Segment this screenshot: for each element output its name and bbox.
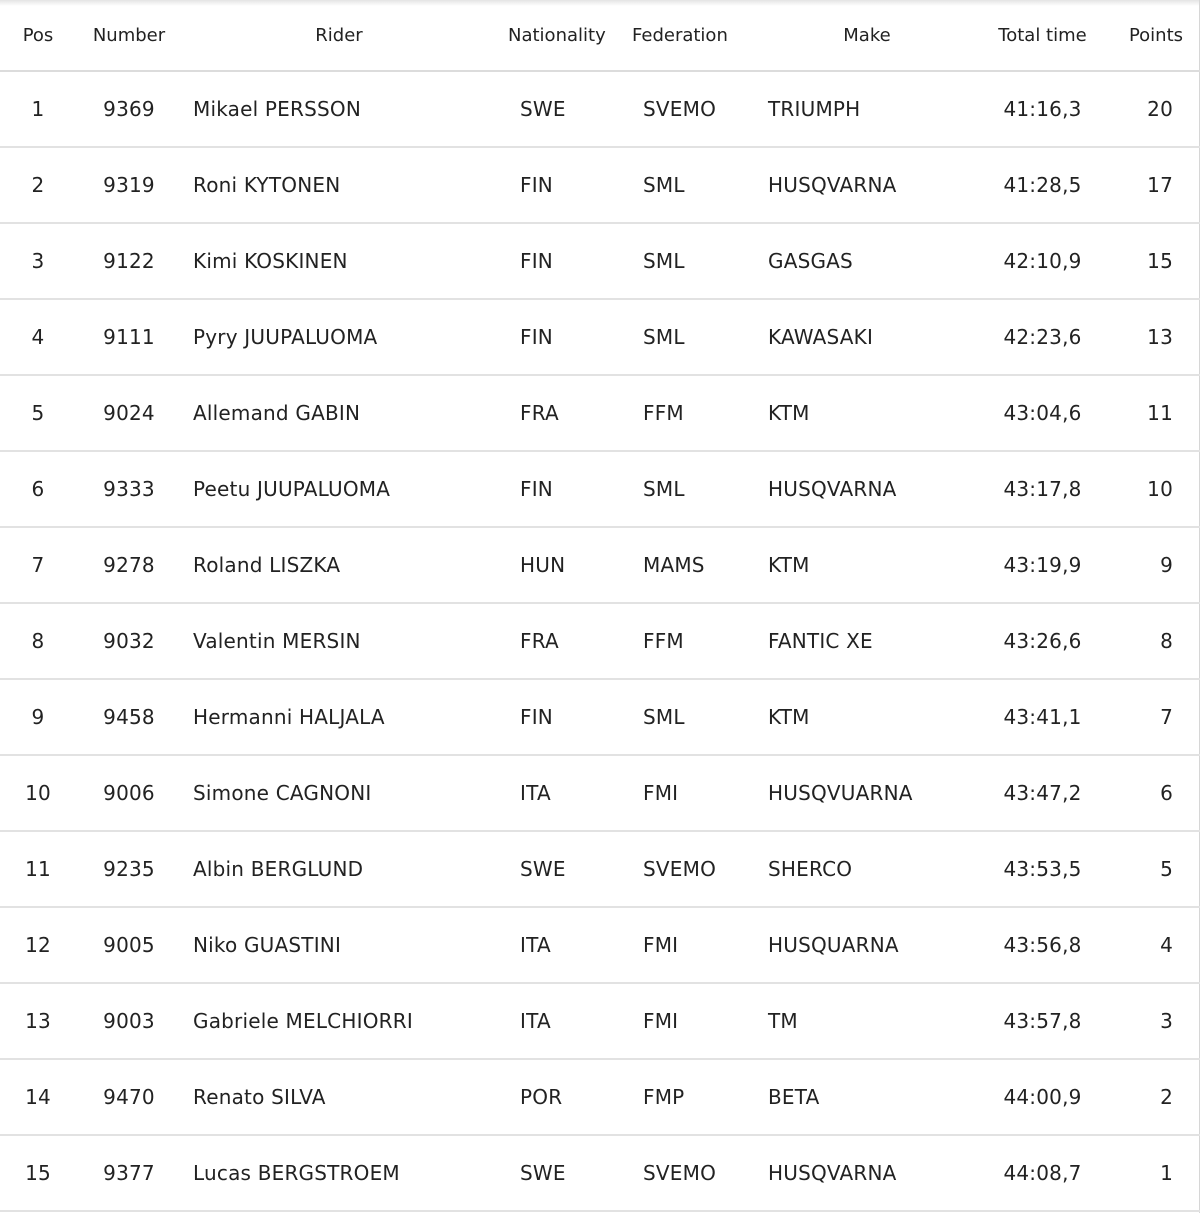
cell-points: 2 [1112,1059,1200,1135]
column-header-number[interactable]: Number [76,0,182,71]
cell-number: 9111 [76,299,182,375]
cell-make: HUSQVARNA [761,451,973,527]
cell-federation: FMI [628,907,761,983]
table-row [0,451,1200,527]
cell-rider: Pyry JUUPALUOMA [182,299,496,375]
cell-number: 9235 [76,831,182,907]
table-row [0,679,1200,755]
column-header-total-time[interactable]: Total time [973,0,1112,71]
cell-number: 9470 [76,1059,182,1135]
table-row [0,831,1200,907]
column-header-rider[interactable]: Rider [182,0,496,71]
header-row [0,0,1200,71]
table-row [0,603,1200,679]
cell-pos: 5 [0,375,76,451]
cell-rider: Niko GUASTINI [182,907,496,983]
cell-points: 13 [1112,299,1200,375]
cell-rider: Allemand GABIN [182,375,496,451]
cell-rider: Lucas BERGSTROEM [182,1135,496,1211]
cell-nationality: SWE [496,71,628,147]
cell-number: 9369 [76,71,182,147]
cell-federation: SVEMO [628,1135,761,1211]
cell-federation: SML [628,223,761,299]
cell-points: 7 [1112,679,1200,755]
column-header-pos[interactable]: Pos [0,0,76,71]
cell-total-time: 43:19,9 [973,527,1112,603]
cell-federation: SML [628,679,761,755]
cell-points: 20 [1112,71,1200,147]
cell-make: SHERCO [761,831,973,907]
cell-pos: 10 [0,755,76,831]
cell-pos: 12 [0,907,76,983]
cell-total-time: 43:57,8 [973,983,1112,1059]
cell-federation: FMI [628,983,761,1059]
cell-rider: Kimi KOSKINEN [182,223,496,299]
cell-total-time: 41:16,3 [973,71,1112,147]
cell-rider: Hermanni HALJALA [182,679,496,755]
cell-make: HUSQVARNA [761,1135,973,1211]
cell-make: TRIUMPH [761,71,973,147]
cell-nationality: ITA [496,907,628,983]
cell-nationality: FRA [496,603,628,679]
cell-number: 9032 [76,603,182,679]
cell-number: 9024 [76,375,182,451]
cell-federation: FFM [628,603,761,679]
cell-nationality: ITA [496,983,628,1059]
cell-make: KTM [761,375,973,451]
cell-points: 10 [1112,451,1200,527]
cell-rider: Albin BERGLUND [182,831,496,907]
cell-nationality: FRA [496,375,628,451]
cell-make: KAWASAKI [761,299,973,375]
cell-pos: 15 [0,1135,76,1211]
cell-nationality: SWE [496,831,628,907]
cell-federation: SVEMO [628,831,761,907]
cell-number: 9333 [76,451,182,527]
table-row [0,527,1200,603]
column-header-make[interactable]: Make [761,0,973,71]
column-header-federation[interactable]: Federation [628,0,761,71]
cell-number: 9278 [76,527,182,603]
cell-rider: Mikael PERSSON [182,71,496,147]
cell-rider: Valentin MERSIN [182,603,496,679]
cell-federation: SVEMO [628,71,761,147]
cell-total-time: 43:47,2 [973,755,1112,831]
cell-points: 5 [1112,831,1200,907]
cell-federation: FFM [628,375,761,451]
cell-total-time: 43:41,1 [973,679,1112,755]
cell-total-time: 43:17,8 [973,451,1112,527]
cell-nationality: FIN [496,223,628,299]
cell-make: HUSQUARNA [761,907,973,983]
cell-total-time: 43:56,8 [973,907,1112,983]
cell-federation: MAMS [628,527,761,603]
cell-points: 1 [1112,1135,1200,1211]
table-row [0,907,1200,983]
cell-number: 9122 [76,223,182,299]
cell-pos: 3 [0,223,76,299]
cell-number: 9005 [76,907,182,983]
cell-total-time: 42:23,6 [973,299,1112,375]
cell-pos: 9 [0,679,76,755]
cell-nationality: ITA [496,755,628,831]
cell-total-time: 43:04,6 [973,375,1112,451]
cell-federation: FMI [628,755,761,831]
cell-pos: 7 [0,527,76,603]
cell-number: 9006 [76,755,182,831]
cell-make: HUSQVARNA [761,147,973,223]
column-header-nationality[interactable]: Nationality [496,0,628,71]
cell-make: BETA [761,1059,973,1135]
table-row [0,147,1200,223]
cell-nationality: SWE [496,1135,628,1211]
column-header-points[interactable]: Points [1112,0,1200,71]
cell-nationality: FIN [496,451,628,527]
cell-nationality: POR [496,1059,628,1135]
cell-pos: 8 [0,603,76,679]
cell-points: 3 [1112,983,1200,1059]
cell-number: 9003 [76,983,182,1059]
cell-number: 9377 [76,1135,182,1211]
table-row [0,1135,1200,1211]
cell-federation: SML [628,451,761,527]
cell-pos: 14 [0,1059,76,1135]
cell-make: GASGAS [761,223,973,299]
cell-total-time: 44:08,7 [973,1135,1112,1211]
cell-make: HUSQVUARNA [761,755,973,831]
cell-make: KTM [761,527,973,603]
cell-points: 8 [1112,603,1200,679]
cell-pos: 11 [0,831,76,907]
cell-rider: Roni KYTONEN [182,147,496,223]
cell-make: TM [761,983,973,1059]
cell-total-time: 41:28,5 [973,147,1112,223]
cell-rider: Simone CAGNONI [182,755,496,831]
table-row [0,983,1200,1059]
cell-federation: SML [628,299,761,375]
cell-points: 11 [1112,375,1200,451]
table-row [0,299,1200,375]
cell-rider: Renato SILVA [182,1059,496,1135]
results-body [0,71,1200,1211]
cell-points: 9 [1112,527,1200,603]
cell-pos: 4 [0,299,76,375]
cell-nationality: FIN [496,147,628,223]
cell-nationality: FIN [496,299,628,375]
table-row [0,755,1200,831]
cell-federation: SML [628,147,761,223]
cell-total-time: 43:26,6 [973,603,1112,679]
table-row [0,1059,1200,1135]
cell-pos: 13 [0,983,76,1059]
cell-pos: 1 [0,71,76,147]
cell-nationality: HUN [496,527,628,603]
cell-number: 9319 [76,147,182,223]
cell-total-time: 42:10,9 [973,223,1112,299]
cell-points: 4 [1112,907,1200,983]
cell-federation: FMP [628,1059,761,1135]
cell-points: 15 [1112,223,1200,299]
cell-make: FANTIC XE [761,603,973,679]
table-row [0,223,1200,299]
cell-nationality: FIN [496,679,628,755]
cell-pos: 2 [0,147,76,223]
cell-rider: Peetu JUUPALUOMA [182,451,496,527]
cell-points: 6 [1112,755,1200,831]
cell-make: KTM [761,679,973,755]
cell-points: 17 [1112,147,1200,223]
cell-pos: 6 [0,451,76,527]
table-row [0,71,1200,147]
cell-total-time: 44:00,9 [973,1059,1112,1135]
cell-total-time: 43:53,5 [973,831,1112,907]
cell-number: 9458 [76,679,182,755]
cell-rider: Roland LISZKA [182,527,496,603]
cell-rider: Gabriele MELCHIORRI [182,983,496,1059]
table-row [0,375,1200,451]
